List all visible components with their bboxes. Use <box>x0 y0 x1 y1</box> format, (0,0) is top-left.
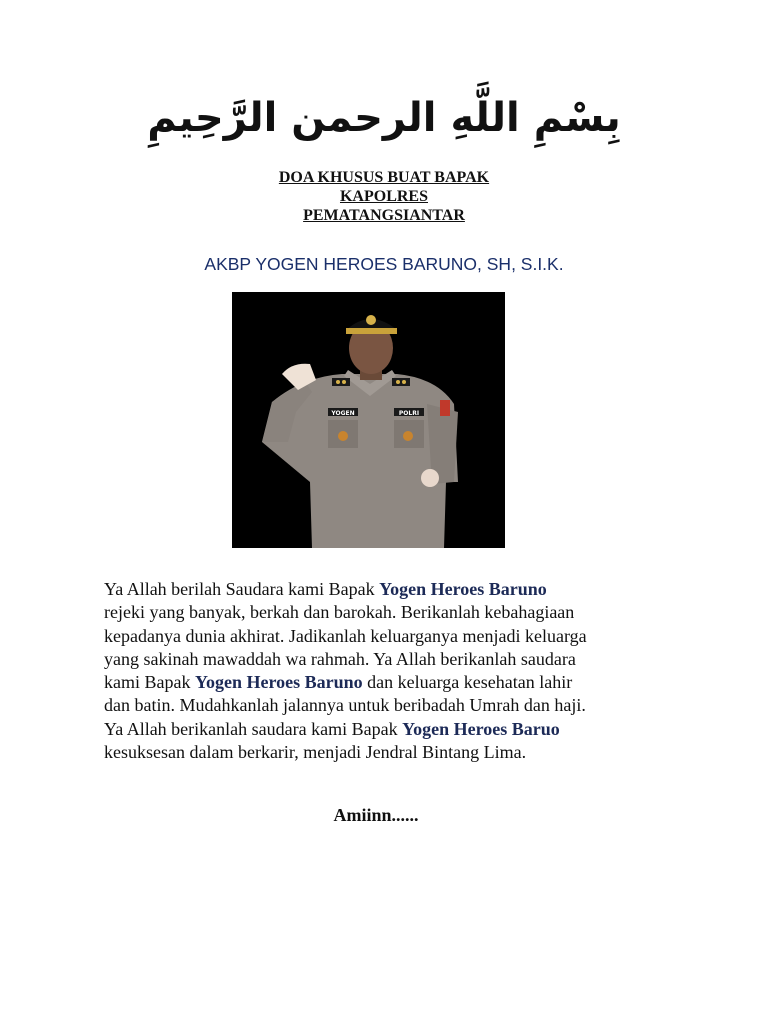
highlighted-name: Yogen Heroes Baruo <box>402 718 560 739</box>
officer-illustration <box>232 292 505 548</box>
prayer-line: dan batin. Mudahkanlah jalannya untuk beribadah Umrah dan haji. <box>104 695 586 716</box>
basmalah-heading: بِسْمِ اللَّهِ الرحمن الرَّحِيمِ <box>147 95 621 141</box>
prayer-line: Ya Allah berilah Saudara kami Bapak Yogen Heroes Baruno <box>104 579 547 599</box>
polri-label: POLRI <box>398 410 420 417</box>
highlighted-name: Yogen Heroes Baruno <box>194 672 363 693</box>
closing-amin: Amiinn...... <box>333 805 419 825</box>
portrait-photo <box>232 292 505 548</box>
prayer-line: kepadanya dunia akhirat. Jadikanlah keluarganya menjadi keluarga <box>104 625 587 646</box>
prayer-line: kami Bapak Yogen Heroes Baruno dan keluarga kesehatan lahir <box>104 672 573 693</box>
title-line-3: PEMATANGSIANTAR <box>303 207 465 224</box>
prayer-line: Ya Allah berikanlah saudara kami Bapak Yogen Heroes Baruo <box>104 718 560 739</box>
nametag-label: YOGEN <box>331 410 355 417</box>
title-line-2: KAPOLRES <box>339 188 428 205</box>
prayer-paragraph <box>104 578 664 764</box>
title-line-1: DOA KHUSUS BUAT BAPAK <box>278 169 490 186</box>
prayer-line: rejeki yang banyak, berkah dan barokah. Berikanlah kebahagiaan <box>104 602 575 623</box>
highlighted-name: Yogen Heroes Baruno <box>379 579 547 599</box>
prayer-line: kesuksesan dalam berkarir, menjadi Jendral Bintang Lima. <box>104 742 527 763</box>
prayer-line: yang sakinah mawaddah wa rahmah. Ya Allah berikanlah saudara <box>104 648 576 669</box>
document-title <box>0 168 768 225</box>
person-name: AKBP YOGEN HEROES BARUNO, SH, S.I.K. <box>204 254 564 274</box>
